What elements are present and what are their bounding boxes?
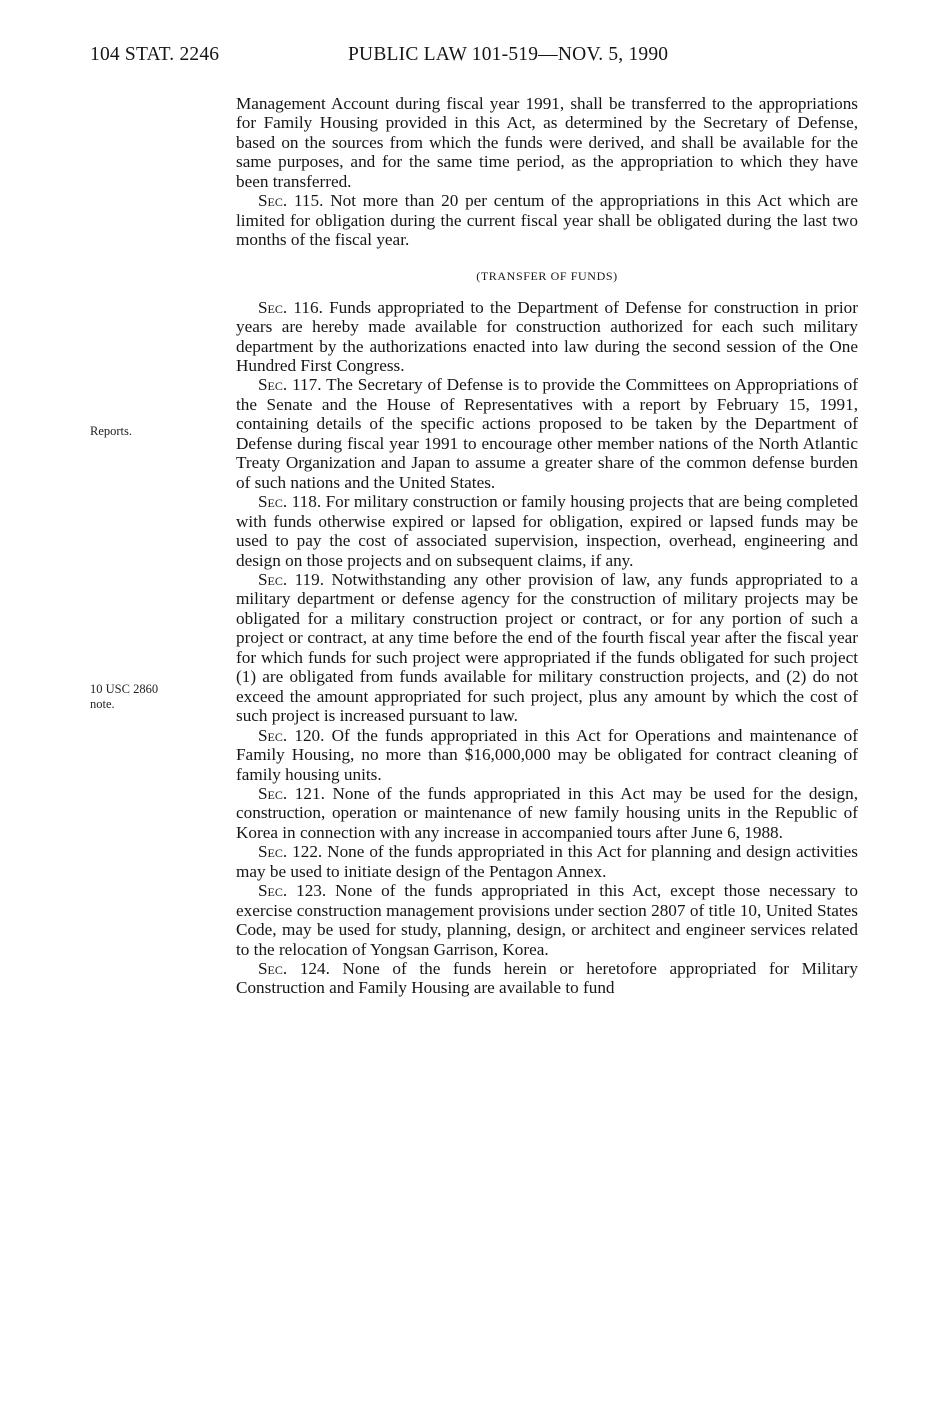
section-119 — [236, 570, 858, 726]
section-number: 121. — [294, 783, 325, 803]
page-header — [90, 44, 860, 68]
law-title: PUBLIC LAW 101-519—NOV. 5, 1990 — [348, 44, 669, 65]
section-text: None of the funds appropriated in this Act, except those necessary to exercise construction management provisions under section 2807 of title 10, United States Code, may be used for study, planning, design, or architect and engineer services related to the relocation of Yongsan Garrison, Korea. — [236, 881, 859, 959]
section-number: 122. — [292, 842, 323, 862]
section-115 — [236, 191, 858, 249]
section-122 — [236, 842, 858, 881]
margin-note-usc — [90, 682, 158, 712]
section-text: For military construction or family housing projects that are being completed with funds otherwise expired or lapsed for obligation, expired or lapsed funds may be used to pay the cost of associated supervision, inspection, overhead, engineering and design on those projects and on subsequent claims, if any. — [236, 492, 859, 570]
section-number: 120. — [294, 725, 325, 745]
sec-abbr: Sec. — [258, 783, 288, 803]
section-number: 124. — [299, 959, 330, 979]
section-text: None of the funds herein or heretofore appropriated for Military Construction and Family Housing are available to fund — [236, 959, 858, 998]
section-text: Not more than 20 per centum of the appropriations in this Act which are limited for obligation during the current fiscal year shall be obligated during the last two months of the fiscal year. — [236, 191, 859, 250]
section-text: None of the funds appropriated in this Act may be used for the design, construction, operation or maintenance of new family housing units in the Republic of Korea in connection with any increase in accompanied tours after June 6, 1988. — [236, 783, 859, 842]
section-number: 116. — [293, 297, 323, 317]
section-number: 119. — [294, 569, 325, 589]
sec-abbr: Sec. — [258, 959, 288, 979]
transfer-of-funds-heading: (TRANSFER OF FUNDS) — [476, 268, 618, 283]
section-124 — [236, 959, 858, 998]
margin-note-usc-line1: 10 USC 2860 — [90, 682, 159, 696]
section-number: 115. — [293, 191, 324, 211]
sec-abbr: Sec. — [258, 297, 288, 317]
section-116 — [236, 298, 858, 376]
margin-note-reports: Reports. — [90, 424, 133, 438]
section-text: Notwithstanding any other provision of law, any funds appropriated to a military department or defense agency for the construction of military projects may be obligated for a military construction project or contract, or for any portion of such a project or contract, at any time before the end of the fourth fiscal year after the fiscal year for which funds for such project were appropriated if the funds obligated for such project (1) are obligated from funds available for military construction projects, and (2) do not exceed the amount appropriated for such project, plus any amount by which the cost of such project is increased pursuant to law. — [236, 569, 859, 726]
sec-abbr: Sec. — [258, 375, 288, 395]
sec-abbr: Sec. — [258, 842, 288, 862]
continuation-paragraph: Management Account during fiscal year 1991, shall be transferred to the appropriations for Family Housing provided in this Act, as determined by the Secretary of Defense, based on the sources from which the funds were derived, and shall be available for the same purposes, and for the same time period, as the appropriation to which they have been transferred. — [236, 94, 858, 191]
section-text: The Secretary of Defense is to provide the Committees on Appropriations of the Senate and the House of Representatives with a report by February 15, 1991, containing details of the specific actions proposed to be taken by the Department of Defense during fiscal year 1991 to encourage other member nations of the North Atlantic Treaty Organization and Japan to assume a greater share of the common defense burden of such nations and the United States. — [236, 375, 858, 492]
section-text: None of the funds appropriated in this Act for planning and design activities may be used to initiate design of the Pentagon Annex. — [236, 842, 858, 881]
sec-abbr: Sec. — [258, 725, 288, 745]
section-number: 123. — [296, 881, 327, 901]
sec-abbr: Sec. — [258, 492, 288, 512]
margin-note-usc-line2: note. — [90, 697, 115, 711]
sec-abbr: Sec. — [258, 191, 288, 211]
section-number: 117. — [292, 375, 322, 395]
section-121 — [236, 784, 858, 842]
section-123 — [236, 881, 858, 959]
sec-abbr: Sec. — [258, 881, 288, 901]
body-text — [236, 94, 858, 998]
section-120 — [236, 726, 858, 784]
section-text: Funds appropriated to the Department of Defense for construction in prior years are hereby made available for construction authorized for each such military department by the authorizations enacted into law during the second session of the One Hundred First Congress. — [236, 297, 858, 375]
stat-citation: 104 STAT. 2246 — [90, 44, 220, 65]
section-number: 118. — [291, 492, 322, 512]
section-text: Of the funds appropriated in this Act for Operations and maintenance of Family Housing, no more than $16,000,000 may be obligated for contract cleaning of family housing units. — [236, 725, 858, 784]
sec-abbr: Sec. — [258, 569, 288, 589]
section-118 — [236, 492, 858, 570]
section-117 — [236, 375, 858, 492]
